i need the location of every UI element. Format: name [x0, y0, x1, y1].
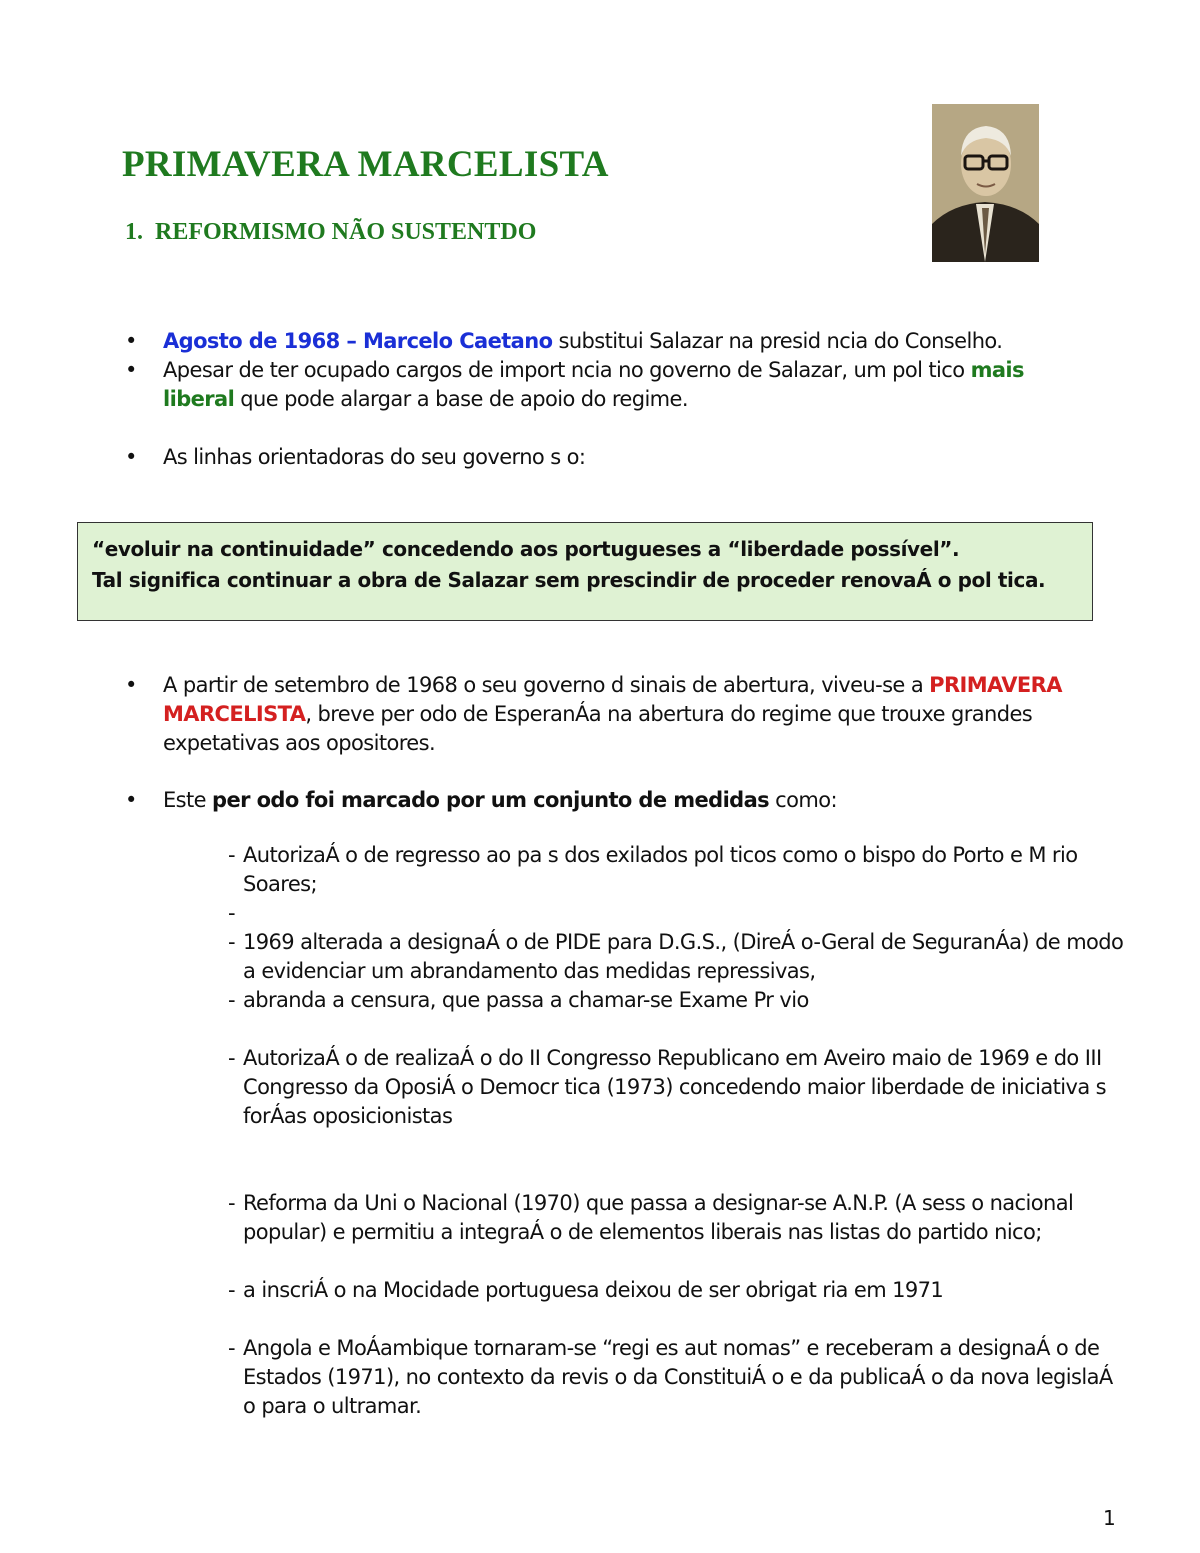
- list-item: - a inscriÁ o na Mocidade portuguesa deixou de ser obrigat ria em 1971: [228, 1278, 944, 1302]
- list-item: - abranda a censura, que passa a chamar-se Exame Pr vio: [228, 988, 809, 1012]
- list-item: - AutorizaÁ o de regresso ao pa s dos exilados pol ticos como o bispo do Porto e M rio Soares;: [228, 843, 1078, 896]
- list-item: - Angola e MoÁambique tornaram-se “regi es aut nomas” e receberam a designaÁ o de Estados (1971), no contexto da revis o da ConstituiÁ o e da publicaÁ o da nova legislaÁ o para o ultramar.: [228, 1336, 1113, 1418]
- quote-line-2: Tal significa continuar a obra de Salazar sem prescindir de proceder renovaÁ o pol tica.: [92, 568, 1046, 592]
- measures-list: [228, 841, 1128, 1421]
- intro-bullets: [125, 327, 1085, 472]
- page-title: PRIMAVERA MARCELISTA: [122, 144, 609, 185]
- portrait-photo: [932, 104, 1039, 262]
- bullet-icon: •: [125, 445, 137, 469]
- bullet-icon: •: [125, 329, 137, 353]
- page-number: 1: [1103, 1506, 1116, 1530]
- list-item: - AutorizaÁ o de realizaÁ o do II Congresso Republicano em Aveiro maio de 1969 e do III Congresso da OposiÁ o Democr tica (1973) concedendo maior liberdade de iniciativa s forÁas oposicionistas: [228, 1046, 1107, 1128]
- section-number: 1.: [125, 219, 143, 245]
- list-item: • Apesar de ter ocupado cargos de import ncia no governo de Salazar, um pol tico mais liberal que pode alargar a base de apoio do regime.: [125, 358, 1024, 411]
- list-item: - Reforma da Uni o Nacional (1970) que passa a designar-se A.N.P. (A sess o nacional popular) e permitiu a integraÁ o de elementos liberais nas listas do partido nico;: [228, 1191, 1074, 1244]
- section-title: REFORMISMO NÃO SUSTENTDO: [155, 219, 537, 245]
- list-item: • Este per odo foi marcado por um conjunto de medidas como:: [125, 786, 1085, 815]
- main-bullets: [125, 671, 1085, 815]
- quote-box: [77, 522, 1093, 621]
- list-item: - 1969 alterada a designaÁ o de PIDE para D.G.S., (DireÁ o-Geral de SeguranÁa) de modo a evidenciar um abrandamento das medidas repressivas,: [228, 930, 1124, 983]
- bullet-icon: •: [125, 358, 137, 382]
- bullet-icon: •: [125, 788, 137, 812]
- list-item: • A partir de setembro de 1968 o seu governo d sinais de abertura, viveu-se a PRIMAVERA MARCELISTA, breve per odo de EsperanÁa na abertura do regime que trouxe grandes expetativas aos opositores.: [125, 673, 1062, 755]
- list-item: -: [228, 901, 235, 925]
- list-item: • Agosto de 1968 – Marcelo Caetano substitui Salazar na presid ncia do Conselho.: [125, 327, 1085, 356]
- bullet-icon: •: [125, 673, 137, 697]
- quote-line-1: “evoluir na continuidade” concedendo aos portugueses a “liberdade possível”.: [92, 537, 960, 561]
- list-item: • As linhas orientadoras do seu governo s o:: [125, 443, 1085, 472]
- section-heading: [125, 219, 536, 246]
